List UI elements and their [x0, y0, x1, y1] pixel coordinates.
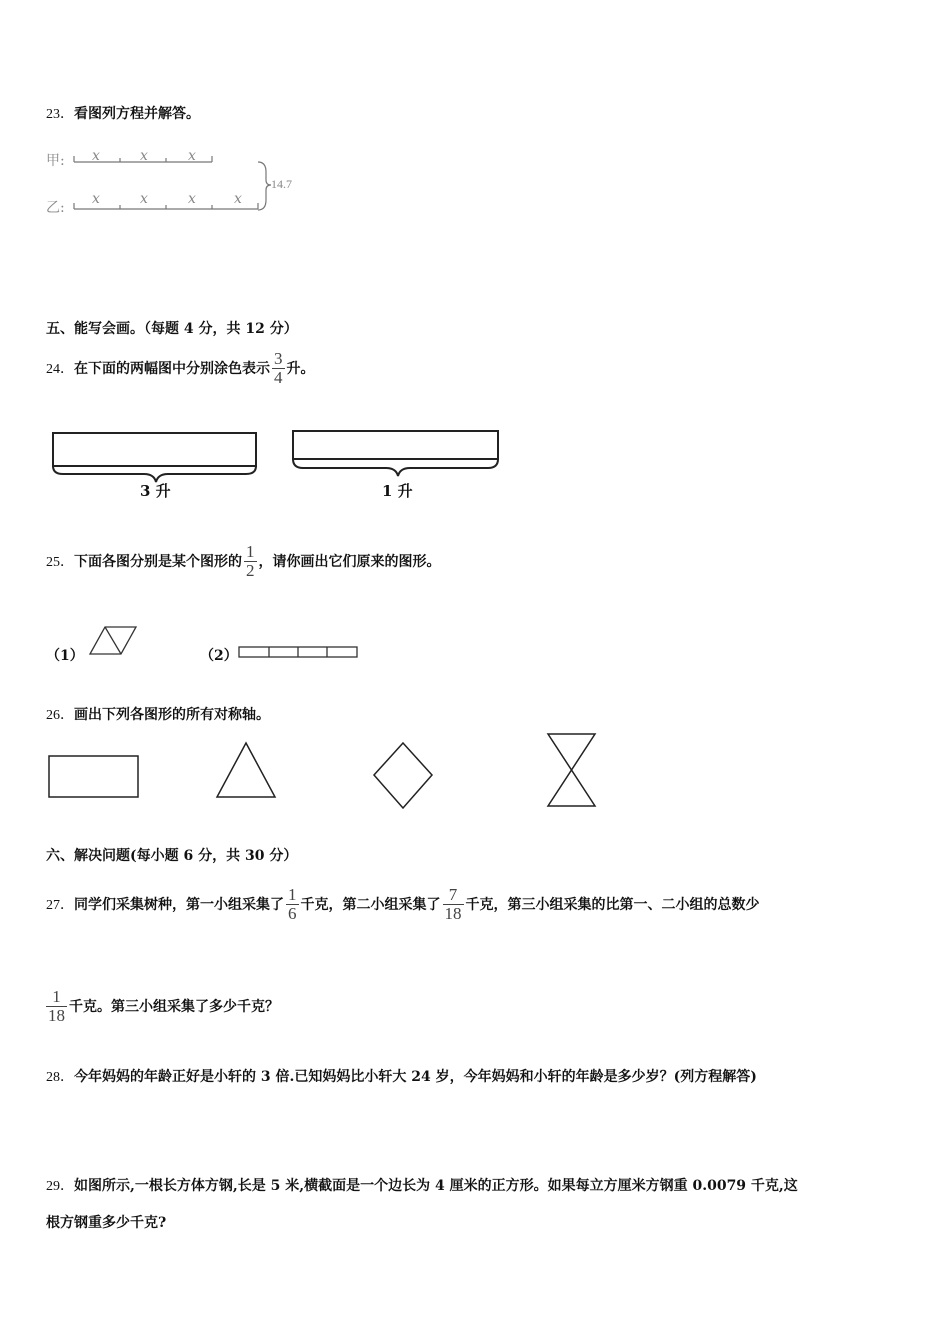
- q27-text-a: 同学们采集树种，第一小组采集了: [74, 897, 284, 913]
- q26-number: 26．: [46, 708, 74, 723]
- q26-hourglass: [548, 734, 595, 806]
- q23-yi-label: 乙:: [46, 200, 65, 216]
- q24-text-after: 升。: [286, 361, 315, 377]
- q27-number: 27．: [46, 898, 74, 913]
- q29-prompt-line1: [46, 1175, 798, 1195]
- q27-fraction1: [286, 886, 299, 923]
- q28-prompt: [46, 1066, 757, 1086]
- q23-number: 23．: [46, 107, 74, 122]
- q26-rectangle: [49, 756, 138, 797]
- q23-yi-x2: x: [140, 191, 148, 207]
- q26-triangle: [217, 743, 275, 797]
- q23-yi-x1: x: [92, 191, 100, 207]
- q27-text-b: 千克，第二小组采集了: [300, 897, 441, 913]
- q27-frac2-den: 18: [444, 903, 462, 923]
- q24-bar2-label: 1 升: [382, 482, 413, 500]
- q23-yi-x4: x: [234, 191, 242, 207]
- q27-prompt-line2: [46, 982, 279, 1030]
- q27-fraction3: [46, 988, 67, 1025]
- q25-item1-label: （1）: [46, 648, 84, 664]
- section6-title: 六、解决问题(每小题 6 分，共 30 分）: [46, 848, 298, 864]
- section5-title: 五、能写会画。（每题 4 分，共 12 分）: [46, 321, 298, 337]
- q25-item2-label: （2）: [200, 648, 238, 664]
- q26-text: 画出下列各图形的所有对称轴。: [74, 707, 270, 723]
- q27-text-c: 千克，第三小组采集的比第一、二小组的总数少: [465, 897, 760, 913]
- q23-jia-label: 甲:: [46, 153, 65, 169]
- q27-fraction2: [443, 886, 464, 923]
- q23-yi-x3: x: [188, 191, 196, 207]
- q27-frac1-den: 6: [288, 903, 297, 923]
- q26-diamond: [374, 743, 432, 808]
- q23-jia-x2: x: [140, 148, 148, 164]
- q25-frac-num: 1: [246, 541, 255, 561]
- q29-number: 29．: [46, 1179, 74, 1194]
- q28-text: 今年妈妈的年龄正好是小轩的 3 倍.已知妈妈比小轩大 24 岁，今年妈妈和小轩的年龄是多少岁？(列方程解答): [74, 1069, 757, 1085]
- q24-frac-num: 3: [274, 348, 283, 368]
- q25-text-before: 下面各图分别是某个图形的: [74, 554, 242, 570]
- q27-frac3-num: 1: [52, 986, 61, 1006]
- q27-text-d: 千克。第三小组采集了多少千克？: [69, 999, 279, 1015]
- q29-line2: 根方钢重多少千克?: [46, 1215, 167, 1231]
- q25-text-after: ，请你画出它们原来的图形。: [258, 554, 441, 570]
- q23-text: 看图列方程并解答。: [74, 106, 200, 122]
- q24-bar1-label: 3 升: [140, 482, 171, 500]
- q23-jia-x1: x: [92, 148, 100, 164]
- q27-frac2-num: 7: [448, 884, 458, 904]
- q23-total: 14.7: [271, 177, 292, 191]
- q25-frac-den: 2: [246, 560, 255, 580]
- q24-number: 24．: [46, 362, 74, 377]
- q25-number: 25．: [46, 555, 74, 570]
- q27-frac1-num: 1: [288, 884, 297, 904]
- q29-line1: 如图所示,一根长方体方钢,长是 5 米,横截面是一个边长为 4 厘米的正方形。如果每立方厘米方钢重 0.0079 千克,这: [74, 1178, 798, 1194]
- q27-frac3-den: 18: [48, 1005, 65, 1025]
- q24-text-before: 在下面的两幅图中分别涂色表示: [74, 361, 270, 377]
- q23-jia-x3: x: [188, 148, 196, 164]
- q24-frac-den: 4: [274, 367, 283, 387]
- q27-prompt-line1: [46, 868, 760, 940]
- q28-number: 28．: [46, 1070, 74, 1085]
